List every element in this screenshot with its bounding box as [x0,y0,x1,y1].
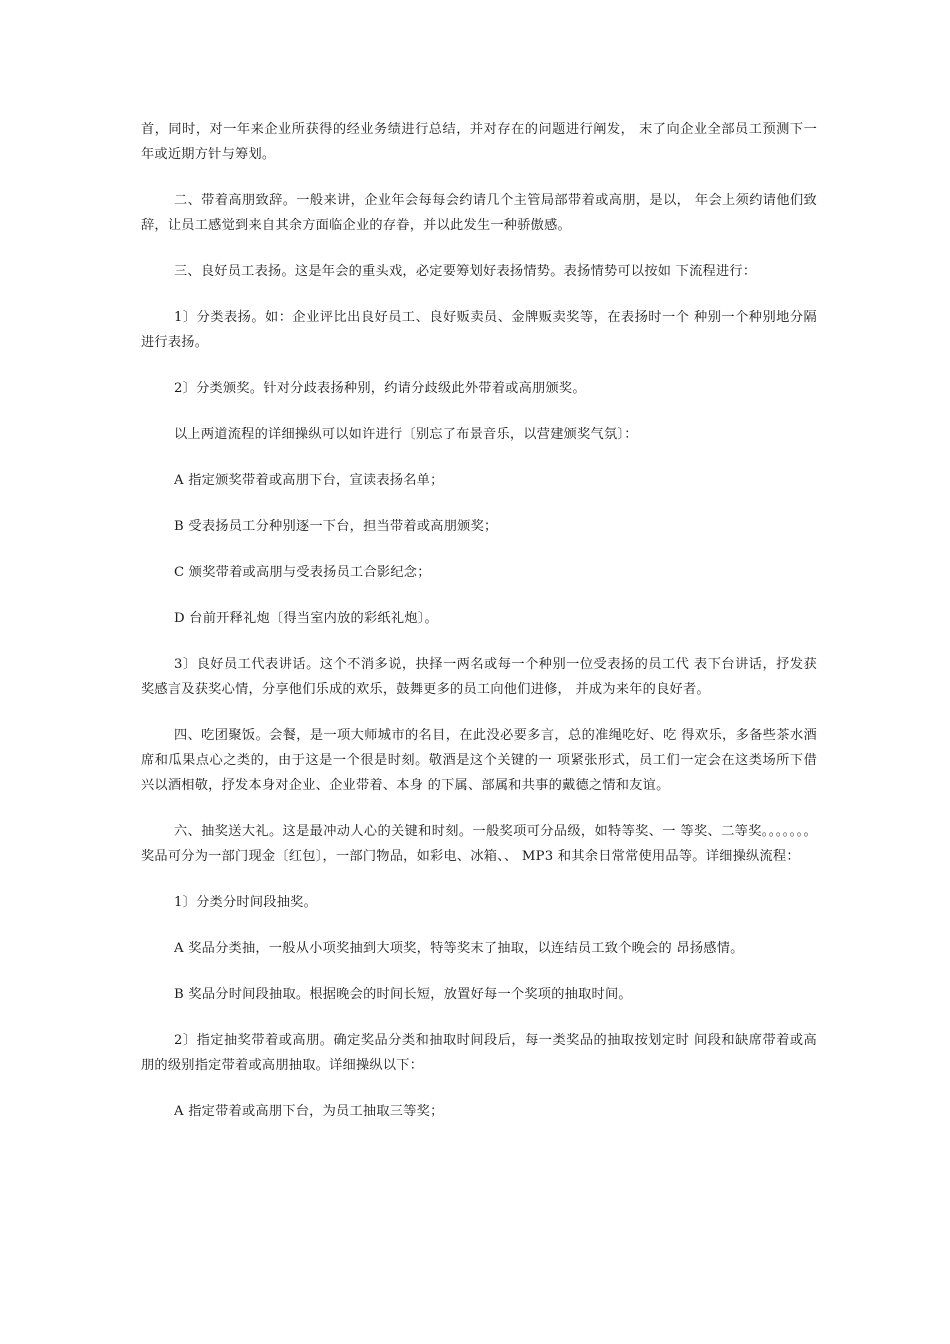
paragraph-guest-speech: 二、带着高朋致辞。一般来讲，企业年会每每会约请几个主管局部带着或高朋，是以， 年会上须约请他们致辞，让员工感觉到来自其余方面临企业的存眷，并以此发生一种骄傲感。 [141,193,817,233]
paragraph-summary-continued: 首，同时，对一年来企业所获得的经业务绩进行总结，并对存在的问题进行阐发， 末了向企业全部员工预测下一年或近期方针与筹划。 [141,122,817,162]
paragraph-lottery-step-2: 2〕指定抽奖带着或高朋。确定奖品分类和抽取时间段后，每一类奖品的抽取按划定时 间段和缺席带着或高朋的级别指定带着或高朋抽取。详细操纵以下： [141,1033,817,1073]
list-item-a: A 指定颁奖带着或高朋下台，宣读表扬名单； [174,473,444,488]
paragraph-step-1-category-commendation: 1〕分类表扬。如：企业评比出良好员工、良好贩卖员、金牌贩卖奖等，在表扬时一个 种别一个种别地分隔进行表扬。 [141,310,817,350]
list-item-b: B 受表扬员工分种别逐一下台，担当带着或高朋颁奖； [174,519,498,534]
paragraph-step-3-representative-speech: 3〕良好员工代表讲话。这个不消多说，抉择一两名或每一个种别一位受表扬的员工代 表下台讲话，抒发获奖感言及获奖心情，分享他们乐成的欢乐，鼓舞更多的员工向他们进修， 并成为来年的良好者。 [141,657,817,697]
list-item-lottery-b: B 奖品分时间段抽取。根据晚会的时间长短，放置好每一个奖项的抽取时间。 [174,987,632,1002]
paragraph-lottery: 六、抽奖送大礼。这是最冲动人心的关键和时刻。一般奖项可分品级，如特等奖、一 等奖、二等奖。。。。。。。奖品可分为一部门现金〔红包〕，一部门物品，如彩电、冰箱、、 MP3 和其余日常常使用品等。详细操纵流程： [141,824,817,864]
document-body [141,117,817,1124]
paragraph-lottery-step-1: 1〕分类分时间段抽奖。 [174,895,318,910]
paragraph-award-procedure-intro: 以上两道流程的详细操纵可以如许进行〔别忘了布景音乐，以营建颁奖气氛〕： [174,427,638,442]
list-item-lottery-a: A 奖品分类抽，一般从小项奖抽到大项奖，特等奖末了抽取，以连结员工致个晚会的 昂扬感情。 [174,941,744,956]
paragraph-step-2-category-awards: 2〕分类颁奖。针对分歧表扬种别，约请分歧级此外带着或高朋颁奖。 [174,381,586,396]
paragraph-employee-commendation: 三、良好员工表扬。这是年会的重头戏，必定要筹划好表扬情势。表扬情势可以按如 下流程进行： [174,264,757,279]
list-item-c: C 颁奖带着或高朋与受表扬员工合影纪念； [174,565,431,580]
paragraph-reunion-dinner: 四、吃团聚饭。会餐，是一项大师城市的名目，在此没必要多言，总的准绳吃好、吃 得欢乐，多备些茶水酒席和瓜果点心之类的，由于这是一个很是时刻。敬酒是这个关键的一 项紧张形式，员工们一定会在这类场所下借兴以酒相敬，抒发本身对企业、企业带着、本身 的下属、部属和共事的戴德之情和友谊。 [141,728,817,793]
list-item-lottery-step-2-a: A 指定带着或高朋下台，为员工抽取三等奖； [174,1104,444,1119]
list-item-d: D 台前开释礼炮〔得当室内放的彩纸礼炮〕。 [174,611,438,626]
